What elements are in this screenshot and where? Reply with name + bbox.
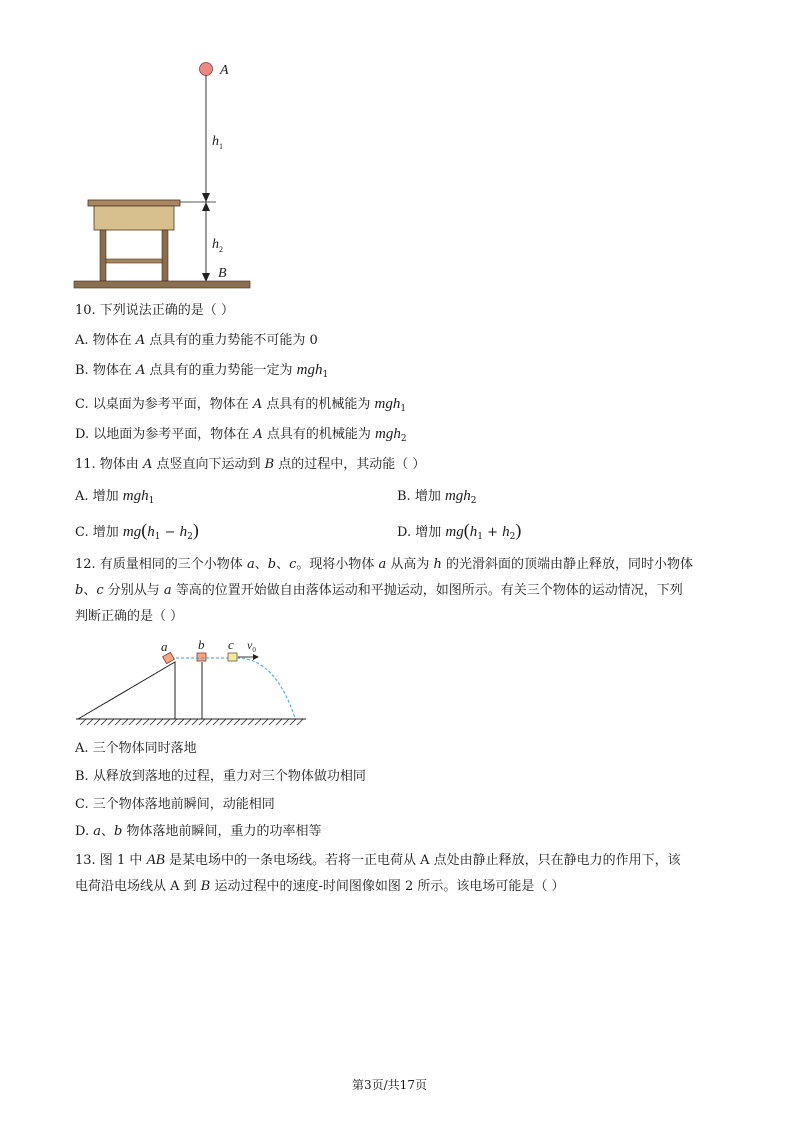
q12-option-d: D. a、b 物体落地前瞬间，重力的功率相等 (75, 824, 322, 839)
label-b: b (198, 637, 205, 652)
ball-a (200, 63, 213, 76)
desk-top (88, 200, 180, 206)
projectile-path (237, 658, 295, 718)
ground (74, 281, 250, 288)
incline (78, 662, 175, 719)
label-c: c (228, 637, 234, 652)
arrow-h2-up (202, 202, 210, 211)
desk-crossbar (106, 259, 162, 263)
q13-stem-line1: 13. 图 1 中 AB 是某电场中的一条电场线。若将一正电荷从 A 点处由静止释放，只在静电力的作用下，该 (75, 852, 681, 868)
q12-option-a: A. 三个物体同时落地 (75, 741, 197, 756)
arrow-h2-down (202, 273, 210, 282)
block-b (197, 653, 206, 661)
q12-stem-line3: 判断正确的是（ ） (75, 609, 184, 624)
q13-stem-line2: 电荷沿电场线从 A 到 B 运动过程中的速度-时间图像如图 2 所示。该电场可能是（ ） (75, 879, 565, 894)
q12-stem-line1: 12. 有质量相同的三个小物体 a、b、c。现将小物体 a 从高为 h 的光滑斜面的顶端由静止释放，同时小物体 (75, 557, 694, 572)
label-b: B (218, 266, 227, 281)
q11-stem: 11. 物体由 A 点竖直向下运动到 B 点的过程中，其动能（ ） (75, 457, 426, 472)
block-a (163, 652, 175, 663)
page-number: 第3页/共17页 (352, 1078, 427, 1092)
q11-option-b: B. 增加 mgh$_2$ (397, 488, 477, 506)
block-c (228, 653, 237, 661)
desk-leg-left (100, 230, 106, 281)
q11-option-c: C. 增加 $mg(h_1 - h_2)$ (75, 520, 199, 542)
velocity-arrowhead (253, 654, 259, 660)
label-h1: $h_1$ (212, 134, 223, 151)
q11-option-d: D. 增加 $mg(h_1 + h_2)$ (397, 520, 522, 542)
q10-option-a: A. 物体在 A 点具有的重力势能不可能为 0 (75, 333, 318, 348)
label-a: a (161, 639, 168, 654)
arrow-h1-down (202, 193, 210, 202)
desk-leg-right (162, 230, 168, 281)
q10-stem: 10. 下列说法正确的是（ ） (75, 303, 234, 318)
desk-drawer (94, 206, 174, 230)
label-h2: $h_2$ (212, 237, 223, 254)
q12-option-c: C. 三个物体落地前瞬间，动能相同 (75, 797, 275, 812)
q11-option-a: A. 增加 mgh$_1$ (75, 488, 155, 506)
label-a: A (220, 63, 229, 78)
label-v0: $v_0$ (247, 638, 256, 654)
q12-option-b: B. 从释放到落地的过程，重力对三个物体做功相同 (75, 769, 366, 784)
q12-stem-line2: b、c 分别从与 a 等高的位置开始做自由落体运动和平抛运动，如图所示。有关三个物体的运动情况，下列 (75, 583, 683, 598)
q10-option-d: D. 以地面为参考平面，物体在 A 点具有的机械能为 mgh$_2$ (75, 426, 407, 444)
figure-ball-desk (70, 55, 260, 300)
q10-option-c: C. 以桌面为参考平面，物体在 A 点具有的机械能为 mgh$_1$ (75, 396, 407, 414)
ground-hatching (80, 719, 303, 725)
figure-incline-projectile (70, 636, 315, 731)
q10-option-b: B. 物体在 A 点具有的重力势能一定为 mgh$_1$ (75, 362, 329, 380)
